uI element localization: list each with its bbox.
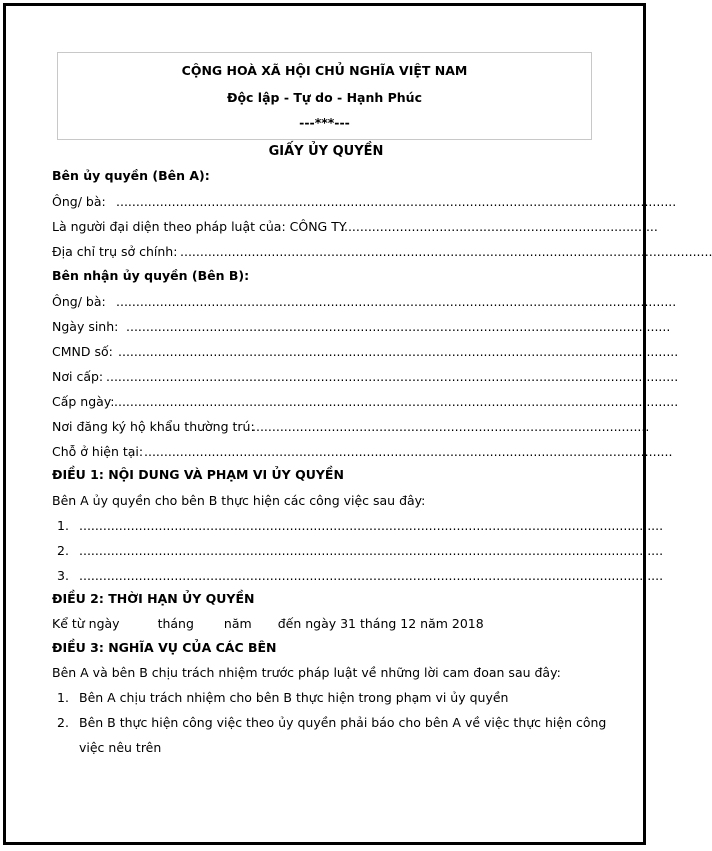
article3-item1-text: Bên A chịu trách nhiệm cho bên B thực hiện trong phạm vi ủy quyền xyxy=(79,690,509,705)
article2-term-line xyxy=(52,616,484,631)
article1-item-blank: ................................................................................................................................................... xyxy=(79,518,664,533)
article1-item-blank: ................................................................................................................................................... xyxy=(79,568,664,583)
year-label: năm xyxy=(223,616,252,631)
article2-heading: ĐIỀU 2: THỜI HẠN ỦY QUYỀN xyxy=(52,591,255,606)
article1-intro: Bên A ủy quyền cho bên B thực hiện các công việc sau đây: xyxy=(52,493,426,508)
party-b-name-label: Ông/ bà: xyxy=(52,294,106,309)
party-b-issue-place-label: Nơi cấp: xyxy=(52,369,104,384)
party-b-id-label: CMND số: xyxy=(52,344,113,359)
party-b-residence-label: Nơi đăng ký hộ khẩu thường trú: xyxy=(52,419,255,434)
article3-item-number: 2. xyxy=(57,715,69,730)
article3-heading: ĐIỀU 3: NGHĨA VỤ CỦA CÁC BÊN xyxy=(52,640,277,655)
national-header xyxy=(57,52,592,140)
party-a-heading: Bên ủy quyền (Bên A): xyxy=(52,168,210,183)
header-separator: ---***--- xyxy=(299,115,350,130)
article3-intro: Bên A và bên B chịu trách nhiệm trước pháp luật về những lời cam đoan sau đây: xyxy=(52,665,561,680)
party-b-issue-date-blank: .............................................................................................................................................. xyxy=(114,394,679,409)
month-label: tháng xyxy=(157,616,194,631)
party-a-address-blank: ...................................................................................................................................... xyxy=(180,244,712,259)
article1-heading: ĐIỀU 1: NỘI DUNG VÀ PHẠM VI ỦY QUYỀN xyxy=(52,467,344,482)
motto: Độc lập - Tự do - Hạnh Phúc xyxy=(226,90,422,105)
article1-item-blank: ................................................................................................................................................... xyxy=(79,543,664,558)
article3-item2-text: Bên B thực hiện công việc theo ủy quyền phải báo cho bên A về việc thực hiện công xyxy=(79,715,607,730)
party-b-id-blank: ............................................................................................................................................. xyxy=(118,344,679,359)
document-title: GIẤY ỦY QUYỀN xyxy=(268,144,384,159)
article1-item-number: 1. xyxy=(57,518,69,533)
party-a-address-label: Địa chỉ trụ sở chính: xyxy=(52,244,178,259)
from-date-label: Kể từ ngày xyxy=(52,616,120,631)
party-b-issue-place-blank: ................................................................................................................................................ xyxy=(106,369,679,384)
article1-item-number: 2. xyxy=(57,543,69,558)
party-b-dob-label: Ngày sinh: xyxy=(52,319,119,334)
party-b-current-address-label: Chỗ ở hiện tại: xyxy=(52,444,144,459)
article3-item-number: 1. xyxy=(57,690,69,705)
party-b-residence-blank: .................................................................................................... xyxy=(252,419,650,434)
party-b-issue-date-label: Cấp ngày: xyxy=(52,394,115,409)
party-a-rep-blank: ................................................................................ xyxy=(340,219,658,234)
party-a-name-blank: ............................................................................................................................................. xyxy=(116,194,677,209)
article1-item-number: 3. xyxy=(57,568,69,583)
end-date-text: đến ngày 31 tháng 12 năm 2018 xyxy=(277,616,484,631)
party-b-current-address-blank: ..................................................................................................................................... xyxy=(144,444,673,459)
party-b-dob-blank: ......................................................................................................................................... xyxy=(126,319,671,334)
party-b-name-blank: ............................................................................................................................................. xyxy=(116,294,677,309)
nation-title: CỘNG HOÀ XÃ HỘI CHỦ NGHĨA VIỆT NAM xyxy=(181,63,468,78)
article3-item2-text-continued: việc nêu trên xyxy=(79,740,162,755)
party-a-rep-label: Là người đại diện theo pháp luật của: CÔNG TY xyxy=(52,219,347,234)
party-b-heading: Bên nhận ủy quyền (Bên B): xyxy=(52,268,250,283)
party-a-name-label: Ông/ bà: xyxy=(52,194,106,209)
